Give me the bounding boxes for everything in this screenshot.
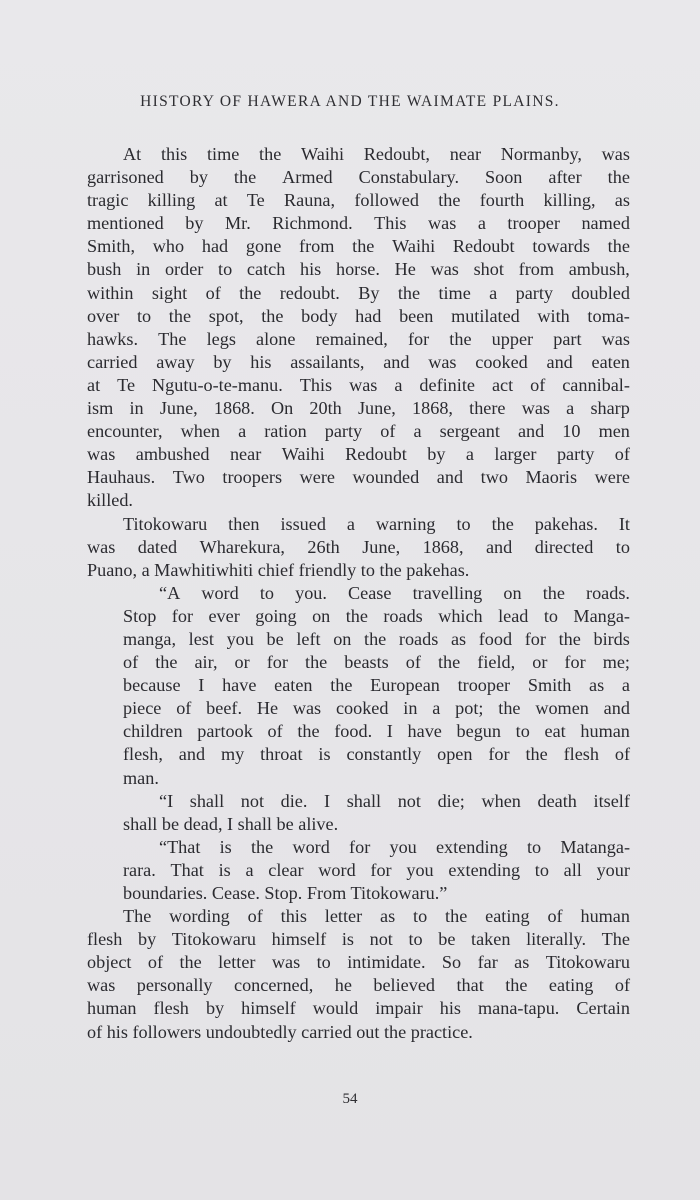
text-line: Titokowaru then issued a warning to the pakehas. It [123,513,630,534]
text-line: over to the spot, the body had been mutilated with toma- [87,305,630,326]
text-line: bush in order to catch his horse. He was shot from ambush, [87,259,630,280]
text-line: man. [123,767,159,788]
text-line: garrisoned by the Armed Constabulary. Soon after the [87,167,630,188]
text-line: manga, lest you be left on the roads as food for the birds [123,628,630,649]
text-line: ism in June, 1868. On 20th June, 1868, there was a sharp [87,398,630,419]
text-line: rara. That is a clear word for you extending to all your [123,859,630,880]
text-line: “A word to you. Cease travelling on the roads. [159,582,630,603]
text-line: human flesh by himself would impair his mana-tapu. Certain [87,998,630,1019]
text-line: object of the letter was to intimidate. So far as Titokowaru [87,952,630,973]
text-line: mentioned by Mr. Richmond. This was a trooper named [87,213,630,234]
body-text [87,143,630,1044]
text-line: At this time the Waihi Redoubt, near Normanby, was [123,144,630,164]
text-line: piece of beef. He was cooked in a pot; the women and [123,698,630,719]
text-line: flesh by Titokowaru himself is not to be taken literally. The [87,929,630,950]
text-line: was personally concerned, he believed that the eating of [87,975,630,996]
text-line: of the air, or for the beasts of the field, or for me; [123,652,630,673]
text-line: “I shall not die. I shall not die; when death itself [159,790,630,811]
text-line: boundaries. Cease. Stop. From Titokowaru.” [123,883,448,903]
text-line: at Te Ngutu-o-te-manu. This was a definite act of cannibal- [87,374,630,395]
text-line: “That is the word for you extending to Matanga- [159,836,630,857]
text-line: within sight of the redoubt. By the time a party doubled [87,282,630,303]
text-line: was ambushed near Waihi Redoubt by a larger party of [87,444,630,465]
text-line: carried away by his assailants, and was cooked and eaten [87,351,630,372]
text-line: of his followers undoubtedly carried out the practice. [87,1021,473,1042]
text-line: The wording of this letter as to the eating of human [123,906,630,927]
text-line: encounter, when a ration party of a sergeant and 10 men [87,421,630,442]
text-line: Stop for ever going on the roads which lead to Manga- [123,605,630,626]
text-line: Hauhaus. Two troopers were wounded and two Maoris were [87,467,630,488]
text-line: tragic killing at Te Rauna, followed the fourth killing, as [87,190,630,211]
page-number: 54 [342,1091,358,1107]
running-head: HISTORY OF HAWERA AND THE WAIMATE PLAINS. [140,93,560,110]
text-line: killed. [87,490,133,511]
text-line: Smith, who had gone from the Waihi Redoubt towards the [87,236,630,257]
text-line: children partook of the food. I have begun to eat human [123,721,630,742]
text-line: shall be dead, I shall be alive. [123,813,339,834]
text-line: Puano, a Mawhitiwhiti chief friendly to the pakehas. [87,559,470,580]
text-line: was dated Wharekura, 26th June, 1868, and directed to [87,536,630,557]
text-line: flesh, and my throat is constantly open for the flesh of [123,744,630,765]
text-line: because I have eaten the European trooper Smith as a [123,675,630,696]
text-line: hawks. The legs alone remained, for the upper part was [87,328,630,349]
